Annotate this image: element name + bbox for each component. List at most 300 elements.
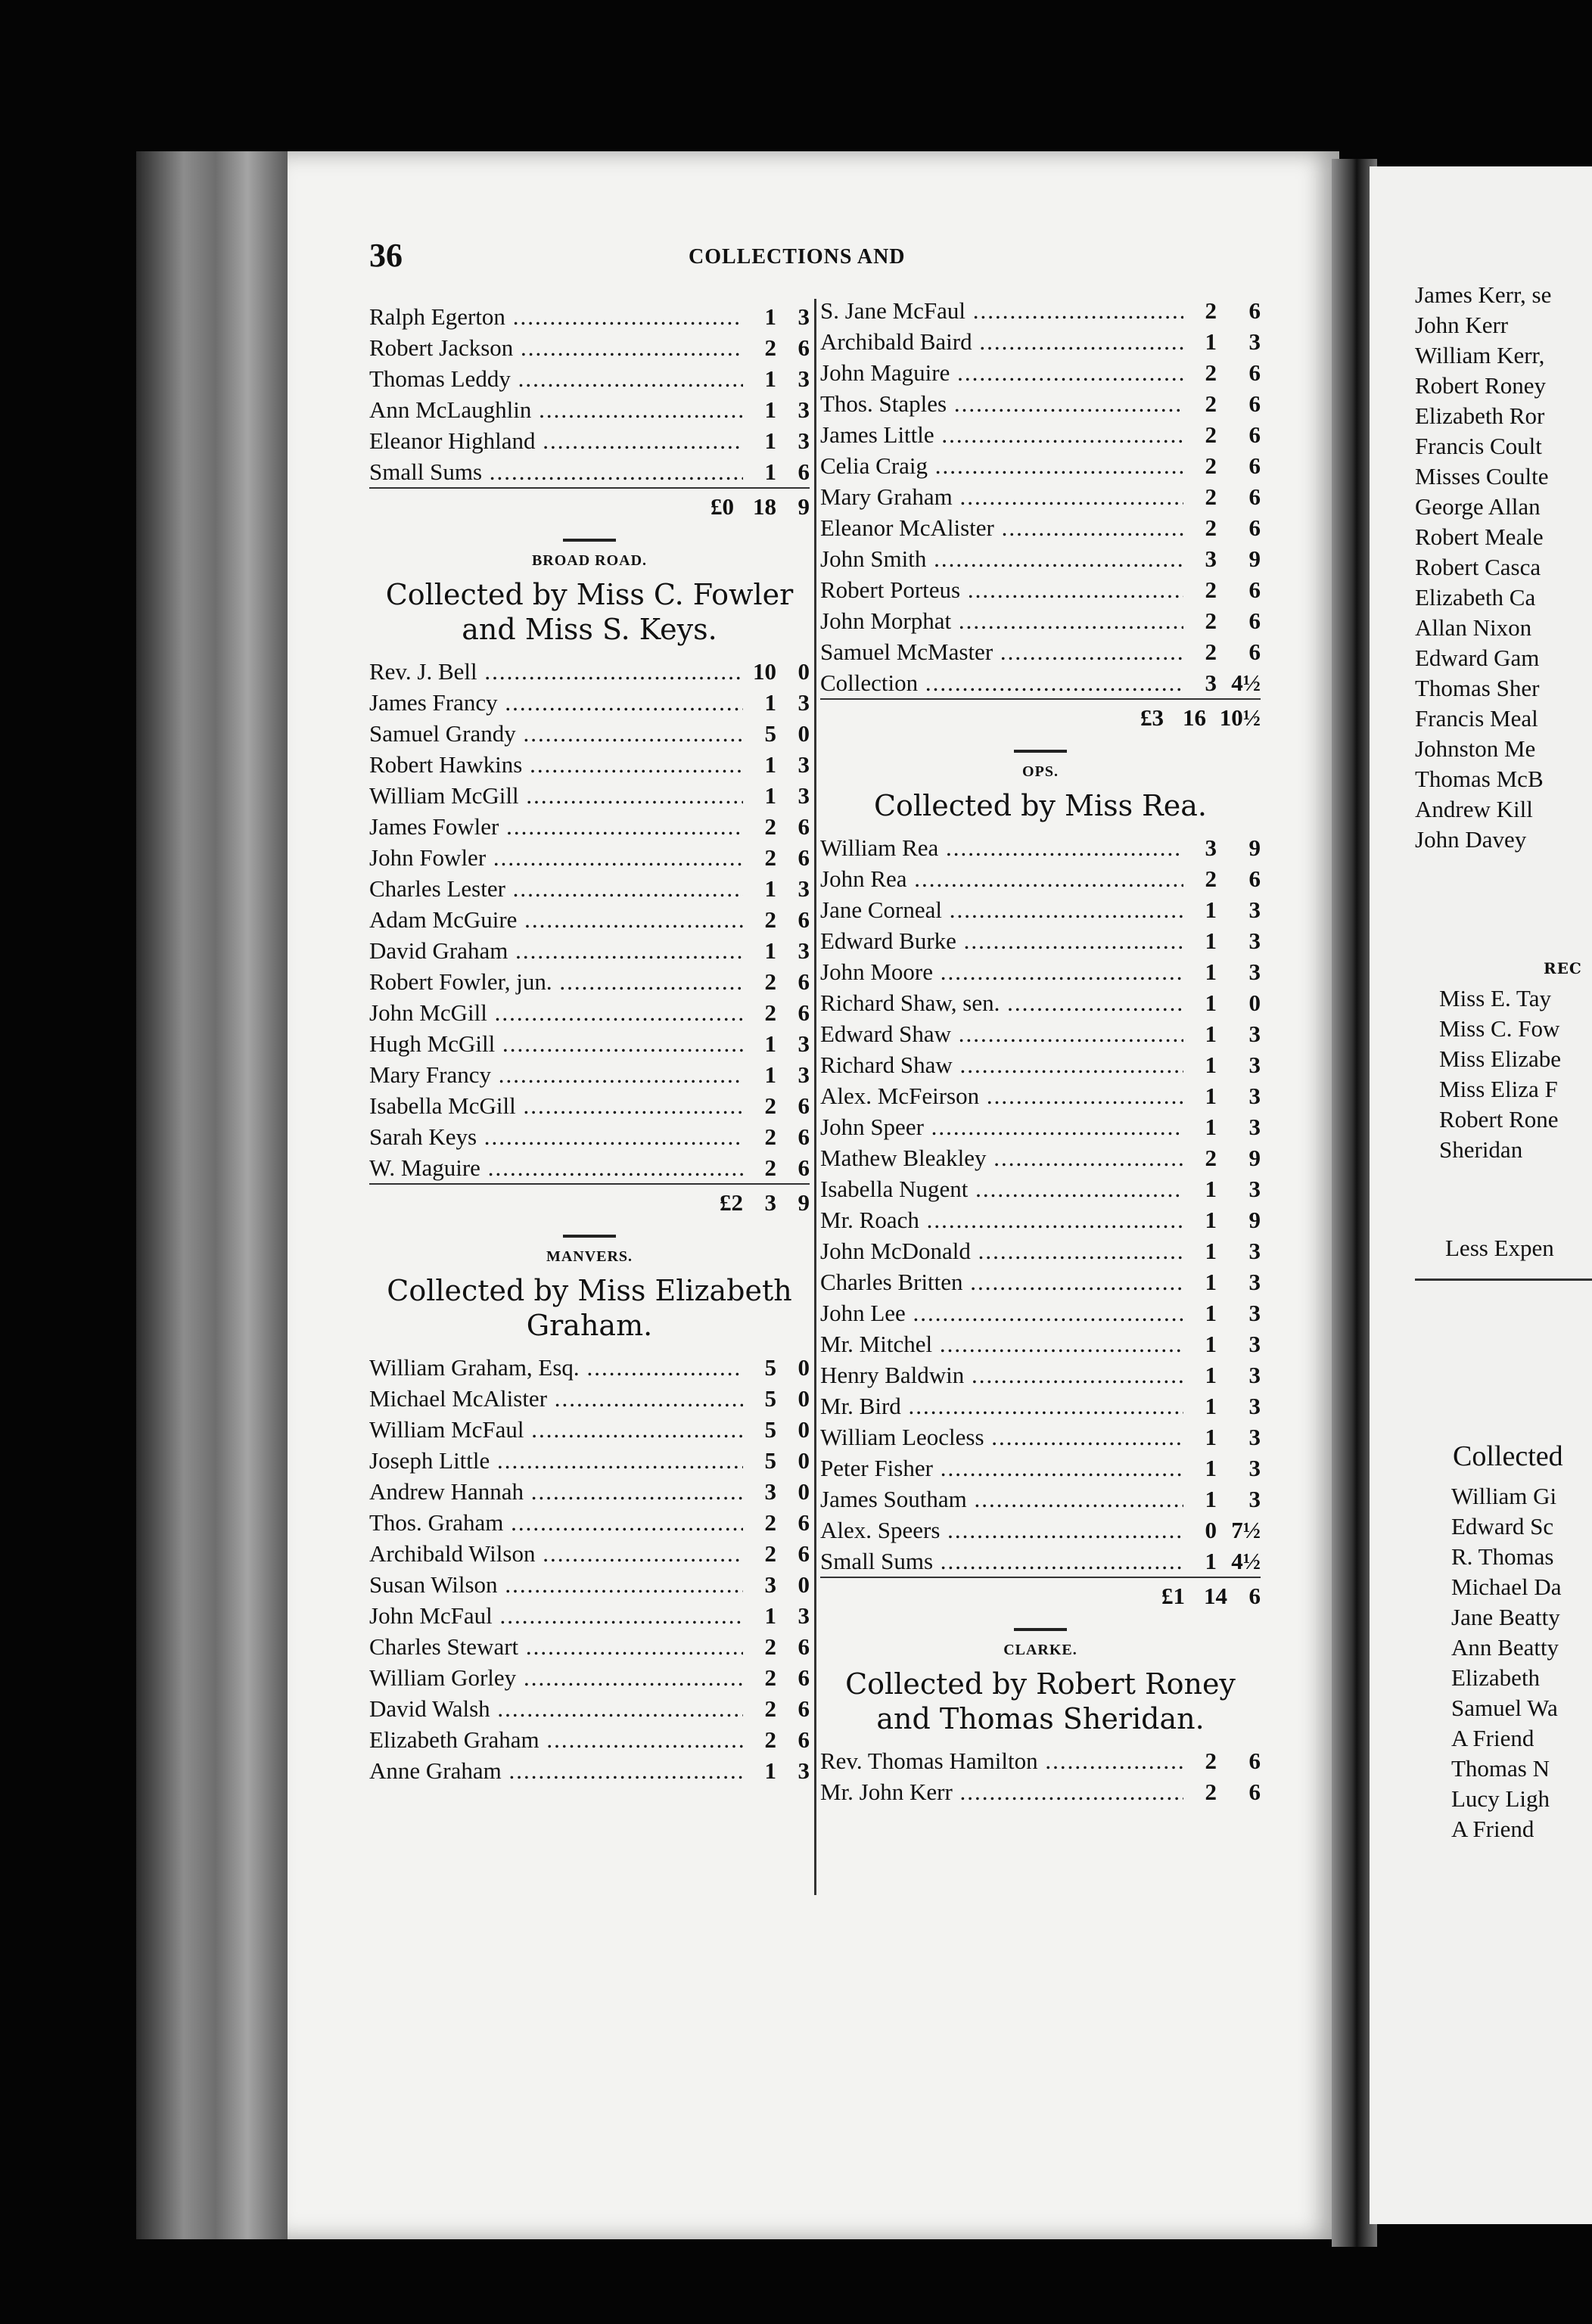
entry-shillings: 1	[1205, 1485, 1217, 1512]
entry-shillings: 2	[764, 1508, 776, 1536]
running-title: COLLECTIONS AND	[689, 245, 906, 269]
entry-name: Charles Lester .....	[369, 875, 743, 903]
entry-pence: 6	[1248, 638, 1261, 665]
entry-name: John Smith .....	[820, 545, 1183, 573]
entry-row	[820, 419, 1261, 450]
entry-name: Thos. Staples .....	[820, 390, 1183, 418]
entry-row	[369, 363, 810, 394]
entry-pence: 6	[798, 1508, 810, 1536]
entry-row	[820, 667, 1261, 698]
entry-name: Rev. J. Bell .....	[369, 658, 743, 685]
next-page-entry: Ann Beatty	[1451, 1634, 1559, 1661]
entry-row	[820, 481, 1261, 512]
entry-shillings: 1	[1205, 1237, 1217, 1264]
entry-name: William Leocless .....	[820, 1424, 1183, 1451]
entry-shillings: 1	[1205, 1361, 1217, 1388]
section-rule	[1014, 750, 1067, 753]
entry-name: Richard Shaw, sen. .....	[820, 990, 1183, 1017]
entry-name: William McFaul .....	[369, 1416, 743, 1443]
next-page-list-c	[1451, 1481, 1561, 1844]
entry-name: William Rea .....	[820, 834, 1183, 862]
entry-row	[369, 332, 810, 363]
entry-shillings: 2	[1205, 359, 1217, 386]
top-list	[820, 295, 1261, 698]
entry-name: Rev. Thomas Hamilton .....	[820, 1748, 1183, 1775]
entry-pence: 6	[1248, 359, 1261, 386]
entry-row	[369, 997, 810, 1028]
entry-name: Celia Craig .....	[820, 452, 1183, 480]
entry-pence: 7½	[1231, 1516, 1261, 1543]
entry-name: John McGill .....	[369, 999, 743, 1027]
entry-name: Ralph Egerton .....	[369, 303, 743, 331]
entry-shillings: 2	[764, 1092, 776, 1119]
entry-name: Robert Hawkins .....	[369, 751, 743, 778]
entry-name: Samuel McMaster .....	[820, 638, 1183, 666]
entry-pence: 3	[1248, 328, 1261, 355]
entry-pence: 9	[1248, 1144, 1261, 1171]
entry-name: Jane Corneal .....	[820, 896, 1183, 924]
entry-shillings: 2	[1205, 1778, 1217, 1805]
collector-heading-ops: Collected by Miss Rea.	[873, 789, 1208, 822]
entry-name: John McFaul .....	[369, 1602, 743, 1630]
entry-row	[820, 1515, 1261, 1546]
next-page-entry: Miss C. Fow	[1439, 1015, 1560, 1042]
entry-shillings: 5	[764, 1446, 776, 1474]
entry-name: Thos. Graham .....	[369, 1509, 743, 1536]
entry-shillings: 1	[764, 1757, 776, 1784]
entry-shillings: 1	[764, 365, 776, 392]
entry-name: Michael McAlister .....	[369, 1385, 743, 1412]
entry-name: Edward Shaw .....	[820, 1021, 1183, 1048]
entry-name: Mathew Bleakley .....	[820, 1145, 1183, 1172]
entry-pence: 6	[798, 1154, 810, 1181]
entry-name: Mr. Bird .....	[820, 1393, 1183, 1420]
entry-name: James Southam .....	[820, 1486, 1183, 1513]
next-page-entry: Robert Roney	[1415, 372, 1547, 399]
entry-row	[369, 1059, 810, 1090]
entry-shillings: 1	[764, 458, 776, 485]
entry-shillings: 2	[764, 906, 776, 933]
entry-row	[820, 295, 1261, 326]
next-page-list-b	[1439, 983, 1561, 1165]
entry-row	[820, 1452, 1261, 1484]
next-page-entry: Robert Rone	[1439, 1106, 1559, 1132]
entry-name: John Maguire .....	[820, 359, 1183, 387]
entry-pence: 3	[1248, 958, 1261, 985]
entry-pence: 6	[798, 1633, 810, 1660]
entry-row	[820, 956, 1261, 987]
entry-pence: 3	[1248, 1454, 1261, 1481]
entry-row	[369, 811, 810, 842]
entry-pence: 4½	[1231, 669, 1261, 696]
entry-pence: 6	[798, 458, 810, 485]
entry-shillings: 1	[1205, 1113, 1217, 1140]
entry-shillings: 5	[764, 719, 776, 747]
entry-pence: 0	[1248, 989, 1261, 1016]
ops-list	[820, 832, 1261, 1577]
next-page-entry: Edward Gam	[1415, 645, 1540, 671]
broad-road-total: £2 3 9	[369, 1183, 810, 1221]
entry-name: Alex. McFeirson .....	[820, 1083, 1183, 1110]
entry-name: Eleanor McAlister .....	[820, 514, 1183, 542]
entry-row	[369, 1352, 810, 1383]
entry-pence: 6	[1248, 390, 1261, 417]
entry-name: John Lee .....	[820, 1300, 1183, 1327]
entry-name: Mr. John Kerr .....	[820, 1779, 1183, 1806]
next-page-rule	[1415, 1279, 1592, 1281]
entry-row	[369, 456, 810, 487]
entry-name: Adam McGuire .....	[369, 906, 743, 934]
entry-row	[820, 1142, 1261, 1173]
entry-row	[369, 1631, 810, 1662]
entry-row	[369, 1028, 810, 1059]
entry-shillings: 5	[764, 1384, 776, 1412]
entry-name: S. Jane McFaul .....	[820, 297, 1183, 325]
entry-pence: 3	[1248, 1485, 1261, 1512]
next-page-entry: Francis Coult	[1415, 433, 1542, 459]
entry-shillings: 2	[764, 844, 776, 871]
entry-pence: 3	[798, 1757, 810, 1784]
entry-pence: 6	[798, 1539, 810, 1567]
entry-pence: 6	[1248, 421, 1261, 448]
entry-pence: 3	[798, 781, 810, 809]
right-column	[820, 295, 1261, 1807]
next-page-less-expenses: Less Expen	[1445, 1235, 1554, 1261]
running-header	[363, 236, 1301, 281]
entry-pence: 3	[798, 937, 810, 964]
next-page-entry: Elizabeth Ca	[1415, 584, 1536, 611]
entry-pence: 3	[1248, 1330, 1261, 1357]
entry-row	[820, 1235, 1261, 1266]
entry-pence: 3	[1248, 1082, 1261, 1109]
entry-row	[820, 357, 1261, 388]
entry-name: Mr. Roach .....	[820, 1207, 1183, 1234]
entry-shillings: 2	[764, 334, 776, 361]
entry-pence: 3	[798, 303, 810, 330]
entry-shillings: 1	[1205, 1547, 1217, 1574]
entry-shillings: 10	[753, 657, 776, 685]
entry-row	[820, 1173, 1261, 1204]
section-rule	[1014, 1628, 1067, 1631]
entry-name: Isabella McGill .....	[369, 1092, 743, 1120]
entry-shillings: 1	[764, 1030, 776, 1057]
entry-shillings: 3	[1205, 669, 1217, 696]
entry-pence: 0	[798, 1477, 810, 1505]
entry-row	[820, 1328, 1261, 1359]
entry-row	[369, 1476, 810, 1507]
entry-name: John Fowler .....	[369, 844, 743, 872]
entry-name: Mary Graham .....	[820, 483, 1183, 511]
entry-pence: 6	[798, 334, 810, 361]
entry-shillings: 1	[1205, 1175, 1217, 1202]
entry-name: Mr. Mitchel .....	[820, 1331, 1183, 1358]
entry-name: William Graham, Esq. .....	[369, 1354, 743, 1381]
entry-name: Thomas Leddy .....	[369, 365, 743, 393]
entry-row	[369, 873, 810, 904]
entry-shillings: 5	[764, 1415, 776, 1443]
entry-shillings: 2	[1205, 576, 1217, 603]
section-title-broad-road: BROAD ROAD.	[531, 552, 648, 569]
entry-shillings: 2	[1205, 421, 1217, 448]
entry-pence: 9	[1248, 834, 1261, 861]
right-page-fragment	[1370, 166, 1592, 2224]
column-divider	[814, 299, 816, 1895]
next-page-entry: Johnston Me	[1415, 735, 1536, 762]
entry-shillings: 1	[764, 303, 776, 330]
entry-shillings: 2	[1205, 390, 1217, 417]
next-page-entry: A Friend	[1451, 1816, 1534, 1842]
entry-pence: 3	[1248, 1175, 1261, 1202]
entry-pence: 3	[798, 396, 810, 423]
entry-pence: 0	[798, 1415, 810, 1443]
entry-shillings: 2	[764, 1539, 776, 1567]
next-page-entry: Samuel Wa	[1451, 1695, 1558, 1721]
entry-row	[820, 1484, 1261, 1515]
entry-row	[369, 1569, 810, 1600]
entry-row	[369, 718, 810, 749]
entry-pence: 3	[1248, 927, 1261, 954]
entry-pence: 6	[798, 1664, 810, 1691]
entry-pence: 3	[1248, 1237, 1261, 1264]
next-page-entry: Misses Coulte	[1415, 463, 1549, 489]
next-page-entry: James Kerr, se	[1415, 281, 1552, 308]
entry-pence: 3	[798, 1061, 810, 1088]
entry-name: Robert Jackson .....	[369, 334, 743, 362]
entry-row	[820, 512, 1261, 543]
entry-row	[369, 656, 810, 687]
entry-shillings: 1	[764, 1602, 776, 1629]
entry-row	[369, 842, 810, 873]
next-page-entry: A Friend	[1451, 1725, 1534, 1751]
next-page-entry: Jane Beatty	[1451, 1604, 1560, 1630]
entry-row	[369, 1693, 810, 1724]
entry-pence: 3	[798, 1030, 810, 1057]
entry-row	[369, 780, 810, 811]
entry-name: Ann McLaughlin .....	[369, 396, 743, 424]
entry-row	[369, 1090, 810, 1121]
entry-row	[820, 1359, 1261, 1390]
broad-road-list	[369, 656, 810, 1183]
entry-shillings: 3	[764, 1477, 776, 1505]
entry-name: John Speer .....	[820, 1114, 1183, 1141]
entry-row	[820, 1745, 1261, 1776]
next-page-entry: Robert Casca	[1415, 554, 1541, 580]
entry-pence: 6	[1248, 1747, 1261, 1774]
next-page-entry: Thomas N	[1451, 1755, 1550, 1782]
entry-pence: 3	[1248, 1299, 1261, 1326]
next-page-entry: Elizabeth Ror	[1415, 402, 1545, 429]
entry-pence: 6	[1248, 483, 1261, 510]
entry-shillings: 2	[764, 999, 776, 1026]
entry-pence: 6	[798, 1695, 810, 1722]
entry-name: Joseph Little .....	[369, 1447, 743, 1474]
entry-name: Andrew Hannah .....	[369, 1478, 743, 1505]
entry-pence: 6	[798, 844, 810, 871]
entry-row	[369, 1662, 810, 1693]
entry-pence: 3	[1248, 1020, 1261, 1047]
entry-shillings: 1	[764, 688, 776, 716]
manvers-list	[369, 1352, 810, 1786]
entry-name: W. Maguire .....	[369, 1154, 743, 1182]
entry-row	[820, 863, 1261, 894]
entry-name: John Rea .....	[820, 865, 1183, 893]
next-page-entry: Elizabeth	[1451, 1664, 1541, 1691]
entry-row	[820, 1018, 1261, 1049]
entry-shillings: 2	[1205, 483, 1217, 510]
entry-shillings: 1	[1205, 1392, 1217, 1419]
entry-row	[820, 1421, 1261, 1452]
entry-shillings: 2	[764, 1695, 776, 1722]
entry-shillings: 1	[1205, 1423, 1217, 1450]
next-page-entry: R. Thomas	[1451, 1543, 1554, 1570]
entry-row	[369, 687, 810, 718]
entry-name: Collection .....	[820, 670, 1183, 697]
section-title-ops: OPS.	[1022, 763, 1059, 780]
entry-name: Hugh McGill .....	[369, 1030, 743, 1058]
next-page-list-a	[1415, 280, 1551, 855]
entry-row	[369, 1383, 810, 1414]
next-page-entry: Miss Eliza F	[1439, 1076, 1558, 1102]
clarke-list	[820, 1745, 1261, 1807]
entry-pence: 6	[798, 1123, 810, 1150]
entry-row	[369, 1414, 810, 1445]
entry-pence: 3	[798, 688, 810, 716]
entry-row	[820, 1049, 1261, 1080]
entry-name: Small Sums .....	[369, 458, 743, 486]
entry-pence: 3	[1248, 1113, 1261, 1140]
entry-pence: 3	[1248, 1392, 1261, 1419]
section-rule	[563, 539, 616, 542]
entry-shillings: 2	[764, 1726, 776, 1753]
entry-shillings: 2	[764, 1123, 776, 1150]
entry-shillings: 2	[764, 812, 776, 840]
entry-row	[369, 1724, 810, 1755]
entry-pence: 6	[798, 906, 810, 933]
entry-shillings: 5	[764, 1353, 776, 1381]
next-page-entry: Allan Nixon	[1415, 614, 1532, 641]
entry-pence: 6	[1248, 514, 1261, 541]
entry-row	[369, 1538, 810, 1569]
entry-shillings: 1	[1205, 328, 1217, 355]
entry-shillings: 1	[764, 396, 776, 423]
entry-row	[820, 1204, 1261, 1235]
entry-pence: 0	[798, 1571, 810, 1598]
entry-name: John McDonald .....	[820, 1238, 1183, 1265]
entry-row	[820, 1111, 1261, 1142]
entry-shillings: 1	[1205, 1082, 1217, 1109]
entry-shillings: 3	[1205, 545, 1217, 572]
entry-name: Mary Francy .....	[369, 1061, 743, 1089]
entry-shillings: 1	[1205, 1020, 1217, 1047]
top-total: £0 18 9	[369, 487, 810, 525]
entry-pence: 3	[1248, 896, 1261, 923]
entry-shillings: 2	[1205, 452, 1217, 479]
entry-row	[820, 1546, 1261, 1577]
entry-name: David Graham .....	[369, 937, 743, 965]
entry-name: Susan Wilson .....	[369, 1571, 743, 1599]
entry-name: Isabella Nugent .....	[820, 1176, 1183, 1203]
top-list	[369, 301, 810, 487]
section-title-clarke: CLARKE.	[1003, 1642, 1077, 1658]
entry-pence: 6	[798, 1092, 810, 1119]
entry-shillings: 2	[764, 1664, 776, 1691]
entry-shillings: 1	[1205, 1330, 1217, 1357]
entry-shillings: 2	[1205, 1144, 1217, 1171]
entry-pence: 3	[798, 875, 810, 902]
entry-pence: 0	[798, 719, 810, 747]
entry-pence: 6	[1248, 452, 1261, 479]
entry-pence: 3	[798, 427, 810, 454]
entry-name: William Gorley .....	[369, 1664, 743, 1692]
next-page-heading: Collected	[1453, 1440, 1563, 1472]
page-edges	[136, 151, 295, 2239]
entry-row	[820, 574, 1261, 605]
next-page-entry: Francis Meal	[1415, 705, 1538, 732]
collector-heading-manvers: Collected by Miss Elizabeth Graham.	[387, 1274, 792, 1342]
next-page-entry: William Gi	[1451, 1483, 1557, 1509]
entry-row	[820, 543, 1261, 574]
page-number: 36	[369, 237, 403, 274]
entry-pence: 9	[1248, 1206, 1261, 1233]
entry-row	[369, 1445, 810, 1476]
entry-shillings: 1	[764, 750, 776, 778]
entry-shillings: 1	[764, 937, 776, 964]
entry-shillings: 2	[1205, 865, 1217, 892]
entry-row	[369, 301, 810, 332]
entry-pence: 6	[798, 1726, 810, 1753]
entry-row	[369, 1152, 810, 1183]
next-page-entry: Thomas McB	[1415, 766, 1544, 792]
entry-row	[820, 1776, 1261, 1807]
entry-shillings: 0	[1205, 1516, 1217, 1543]
entry-shillings: 1	[1205, 989, 1217, 1016]
entry-shillings: 3	[1205, 834, 1217, 861]
entry-row	[369, 966, 810, 997]
entry-pence: 6	[1248, 607, 1261, 634]
entry-shillings: 1	[1205, 1051, 1217, 1078]
entry-shillings: 2	[764, 1154, 776, 1181]
section-title-manvers: MANVERS.	[546, 1248, 633, 1265]
next-page-entry: Andrew Kill	[1415, 796, 1533, 822]
entry-name: Peter Fisher .....	[820, 1455, 1183, 1482]
entry-row	[820, 326, 1261, 357]
entry-shillings: 2	[1205, 514, 1217, 541]
entry-name: Richard Shaw .....	[820, 1052, 1183, 1079]
section-rule	[563, 1235, 616, 1238]
entry-pence: 3	[798, 365, 810, 392]
entry-row	[820, 605, 1261, 636]
next-page-entry: John Davey	[1415, 826, 1527, 853]
entry-pence: 3	[1248, 1423, 1261, 1450]
entry-name: Small Sums .....	[820, 1548, 1183, 1575]
entry-name: James Francy .....	[369, 689, 743, 716]
entry-row	[369, 425, 810, 456]
entry-pence: 6	[798, 999, 810, 1026]
top-total: £3 16 10½	[820, 698, 1261, 736]
entry-row	[820, 636, 1261, 667]
entry-shillings: 3	[764, 1571, 776, 1598]
entry-row	[820, 987, 1261, 1018]
entry-pence: 6	[1248, 865, 1261, 892]
entry-pence: 0	[798, 1446, 810, 1474]
entry-row	[820, 450, 1261, 481]
collector-heading-broad-road: Collected by Miss C. Fowler and Miss S. Keys.	[385, 578, 794, 646]
entry-row	[369, 1507, 810, 1538]
entry-row	[820, 832, 1261, 863]
entry-pence: 6	[798, 812, 810, 840]
entry-shillings: 1	[1205, 896, 1217, 923]
entry-pence: 3	[1248, 1361, 1261, 1388]
